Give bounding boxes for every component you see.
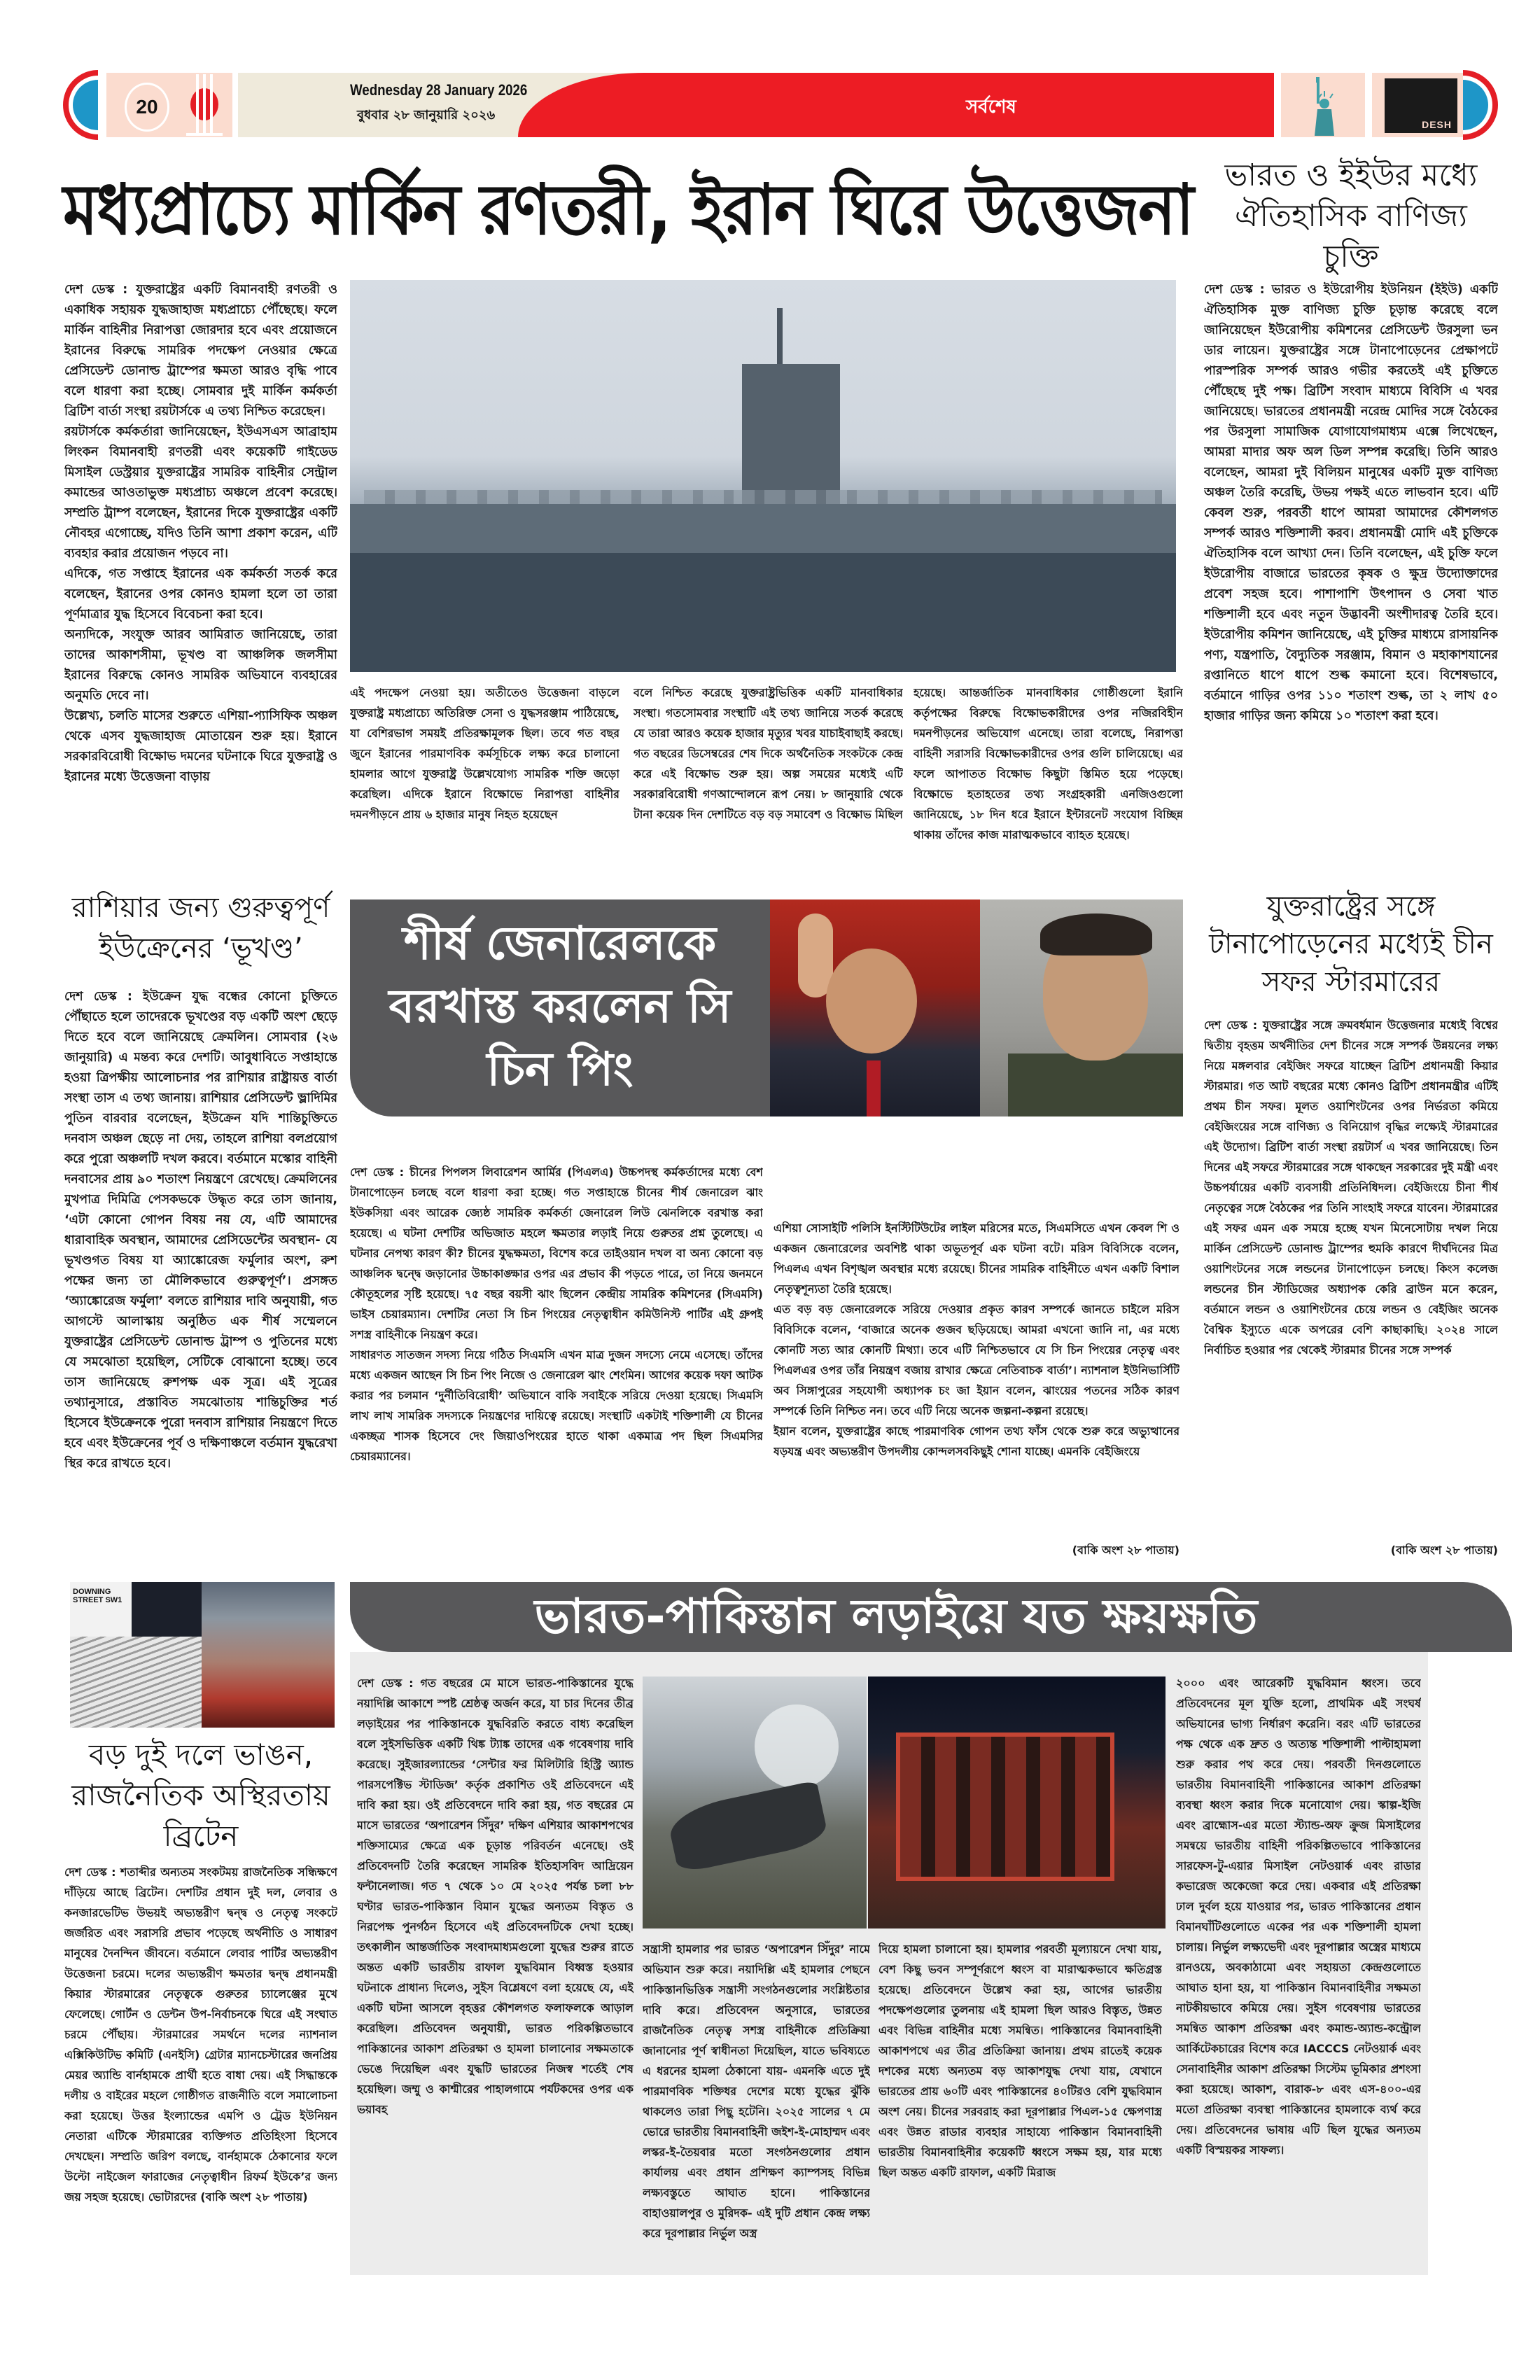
russia-headline: রাশিয়ার জন্য গুরুত্বপূর্ণ ইউক্রেনের ‘ভূখণ্ড’ <box>71 892 330 965</box>
war-column-4: ২০০০ এবং আরেকটি যুদ্ধবিমান ধ্বংস। তবে প্রতিবেদনের মূল যুক্তি হলো, প্রাথমিক এই সংঘর্ষ অভিযানের ভাগ্য নির্ধারণ করেনি। বরং এটি ভারতের পক্ষ থেকে এক দ্রুত ও অত্যন্ত শক্তিশালী পাল্টাহামলা শুরু করার পথ করে দেয়। পরবর্তী দিনগুলোতে ভারতীয় বিমানবাহিনী পাকিস্তানের আকাশ প্রতিরক্ষা ব্যবস্থা ধ্বংস করার দিকে মনোযোগ দেয়। স্কাল্প-ইজি এবং ব্রাহ্মোস-এর মতো স্ট্যান্ড-অফ ক্রুজ মিসাইলের সমন্বয়ে ভারতীয় বাহিনী পরিকল্পিতভাবে পাকিস্তানের সারফেস-টু-এয়ার মিসাইল নেটওয়ার্ক এবং রাডার কভারেজ অকেজো করে দেয়। একবার এই প্রতিরক্ষা ঢাল দুর্বল হয়ে যাওয়ার পর, ভারত পাকিস্তানের প্রধান বিমানঘাঁটিগুলোতে একের পর এক শক্তিশালী হামলা চালায়। নির্ভুল লক্ষ্যভেদী এবং দূরপাল্লার অস্ত্রের মাধ্যমে রানওয়ে, অবকাঠামো এবং সহায়তা কেন্দ্রগুলোতে আঘাত হানা হয়, যা পাকিস্তান বিমানবাহিনীর সক্ষমতা নাটকীয়ভাবে কমিয়ে দেয়। সুইস গবেষণায় ভারতের সমন্বিত আকাশ প্রতিরক্ষা এবং কমান্ড-অ্যান্ড-কন্ট্রোল আর্কিটেকচারের বিশেষ করে IACCCS নেটওয়ার্ক এবং সেনাবাহিনীর আকাশ প্রতিরক্ষা সিস্টেম ভূমিকার প্রশংসা করা হয়েছে। আকাশ, বারাক-৮ এবং এস-৪০০-এর মতো প্রতিরক্ষা ব্যবস্থা পাকিস্তানের হামলাকে ব্যর্থ করে দেয়। প্রতিবেদনের ভাষায় এটি ছিল যুদ্ধের অন্যতম একটি বিস্ময়কর সাফল্য। <box>1176 1676 1421 2157</box>
date-english: Wednesday 28 January 2026 <box>350 81 528 99</box>
russia-body: দেশ ডেস্ক : ইউক্রেন যুদ্ধ বন্ধের কোনো চুক্তিতে পৌঁছাতে হলে তাদেরকে ভূখণ্ডের বড় একটি অংশ ছেড়ে দিতে হবে বলে জানিয়েছে ক্রেমলিন। সোমবার (২৬ জানুয়ারি) এ মন্তব্য করে দেশটি। আবুধাবিতে সপ্তাহান্তে হওয়া ত্রিপক্ষীয় আলোচনার পর রাশিয়ার রাষ্ট্রায়ত্ত বার্তা সংস্থা তাস এ তথ্য জানায়। রাশিয়ার প্রেসিডেন্ট ভ্লাদিমির পুতিন বারবার বলেছেন, ইউক্রেন যদি শান্তিচুক্তিতে দনবাস অঞ্চল ছেড়ে না দেয়, তাহলে রাশিয়া বলপ্রয়োগ করে পুরো অঞ্চলটি দখল করবে। বর্তমানে মস্কোর বাহিনী দনবাসের প্রায় ৯০ শতাংশ নিয়ন্ত্রণে রেখেছে। ক্রেমলিনের মুখপাত্র দিমিত্রি পেসকভকে উদ্ধৃত করে তাস জানায়, ‘এটা কোনো গোপন বিষয় নয় যে, এটি আমাদের ধারাবাহিক অবস্থান, আমাদের প্রেসিডেন্টের অবস্থান- যে ভূখণ্ডগত বিষয় যা অ্যাঙ্কোরেজ ফর্মুলার অংশ, রুশ পক্ষের জন্য তা মৌলিকভাবে গুরুত্বপূর্ণ’। প্রসঙ্গত ‘অ্যাঙ্কোরেজ ফর্মুলা’ বলতে রাশিয়ার দাবি অনুযায়ী, গত আগস্টে আলাস্কায় অনুষ্ঠিত এক শীর্ষ সম্মেলনে যুক্তরাষ্ট্রের প্রেসিডেন্ট ডোনাল্ড ট্রাম্প ও পুতিনের মধ্যে যে সমঝোতা হয়েছিল, সেটিকে বোঝানো হচ্ছে। তবে তাস জানিয়েছে রুশপক্ষ এক সূত্র। এই সূত্রের তথ্যানুসারে, প্রস্তাবিত সমঝোতায় শান্তিচুক্তির শর্ত হিসেবে ইউক্রেনকে পুরো দনবাস রাশিয়ার নিয়ন্ত্রণে দিতে হবে এবং ইউক্রেনের পূর্ব ও দক্ষিণাঞ্চলে বর্তমান যুদ্ধরেখা স্থির করে রাখতে হবে। <box>64 990 337 1471</box>
desh-logo <box>1385 78 1457 133</box>
china-paragraph: সাধারণত সাতজন সদস্য নিয়ে গঠিত সিএমসি এখন মাত্র দুজন সদস্যে নেমে এসেছে। তাঁদের মধ্যে একজন আছেন সি চিন পিং নিজে ও জেনারেল ঝাং শেংমিন। আগের কয়েক দফা আটক করার পর চলমান ‘দুর্নীতিবিরোধী’ অভিযানে বাকি সবাইকে সরিয়ে দেওয়া হয়েছে। সিএমসি লাখ লাখ সামরিক সদস্যকে নিয়ন্ত্রণের দায়িত্বে রয়েছে। সংস্থাটি একটাই শক্তিশালী যে চীনের একচ্ছত্র শাসক হিসেবে দেং জিয়াওপিংয়ের হাতে থাকা একমাত্র পদ ছিল সিএমসির চেয়ারম্যানের। <box>350 1348 763 1463</box>
section-banner <box>518 73 1274 137</box>
china-headline-box <box>350 899 770 1116</box>
china-paragraph: ইয়ান বলেন, যুক্তরাষ্ট্রের কাছে পারমাণবিক গোপন তথ্য ফাঁস থেকে শুরু করে অভ্যুত্থানের ষড়যন্ত্র এবং অভ্যন্তরীণ উপদলীয় কোন্দলসবকিছুই শোনা যাচ্ছে। এমনকি বেইজিংয়ে <box>774 1424 1180 1458</box>
continued-note: (বাকি অংশ ২৮ পাতায়) <box>200 2190 308 2204</box>
shaheed-minar-icon <box>190 74 218 136</box>
china-paragraph: এত বড় বড় জেনারেলকে সরিয়ে দেওয়ার প্রকৃত কারণ সম্পর্কে জানতে চাইলে মরিস বিবিসিকে বলেন, ‘বাজারে অনেক গুজব ছড়িয়েছে। আমরা এখনো জানি না, এর মধ্যে কোনটি সত্য আর কোনটি মিথ্যা। তবে এটি নিশ্চিতভাবে যে সি চিন পিংয়ের নেতৃত্ব এবং পিএলএর ওপর তাঁর নিয়ন্ত্রণ বজায় রাখার ক্ষেত্রে নেতিবাচক বার্তা’। ন্যাশনাল ইউনিভার্সিটি অব সিঙ্গাপুরের সহযোগী অধ্যাপক চং জা ইয়ান বলেন, ঝাংয়ের পতনের সঠিক কারণ সম্পর্কে তিনি নিশ্চিত নন। তবে এটি নিয়ে অনেক জল্পনা-কল্পনা রয়েছে। <box>774 1303 1180 1418</box>
page-number: 20 <box>125 83 169 132</box>
crashed-jet-photo <box>643 1676 867 1928</box>
britain-paragraph: দেশ ডেস্ক : শতাব্দীর অন্যতম সংকটময় রাজনৈতিক সন্ধিক্ষণে দাঁড়িয়ে আছে ব্রিটেন। দেশটির প্রধান দুই দল, লেবার ও কনজারভেটিভ উভয়ই অভ্যন্তরীণ দ্বন্দ্ব ও নেতৃত্ব সংকটে জর্জরিত এবং সরাসরি প্রভাব পড়েছে অর্থনীতি ও সাধারণ মানুষের দৈনন্দিন জীবনে। বর্তমানে লেবার পার্টির অভ্যন্তরীণ উত্তেজনা চরমে। দলের অভ্যন্তরীণ ক্ষমতার দ্বন্দ্ব প্রধানমন্ত্রী কিয়ার স্টারমারের নেতৃত্বকে গুরুতর চ্যালেঞ্জের মুখে ফেলেছে। গোর্টন ও ডেন্টন উপ-নির্বাচনকে ঘিরে এই সংঘাত চরমে পৌঁছায়। স্টারমারের সমর্থনে দলের ন্যাশনাল এক্সিকিউটিভ কমিটি (এনইসি) গ্রেটার ম্যানচেস্টারের জনপ্রিয় মেয়র অ্যান্ডি বার্নহামকে প্রার্থী হতে বাধা দেয়। এই সিদ্ধান্তকে দলীয় ও বাইরের মহলে গোষ্ঠীগত রাজনীতি বলে সমালোচনা করা হয়েছে। উত্তর ইংল্যান্ডের এমপি ও ট্রেড ইউনিয়ন নেতারা এটিকে স্টারমারের ব্যক্তিগত প্রতিহিংসা হিসেবে দেখছেন। সম্প্রতি জরিপ বলছে, বার্নহামকে ঠেকানোর ফলে উল্টো নাইজেল ফারাজের নেতৃত্বাধীন রিফর্ম ইউকে’র জন্য জয় সহজ হয়েছে। ভোটারদের <box>64 1865 337 2204</box>
war-headline: ভারত-পাকিস্তান লড়াইয়ে যত ক্ষয়ক্ষতি <box>534 1589 1258 1644</box>
india-eu-headline: ভারত ও ইইউর মধ্যে ঐতিহাসিক বাণিজ্য চুক্তি <box>1224 158 1478 274</box>
china-column-1 <box>350 1162 763 1561</box>
china-paragraph: দেশ ডেস্ক : চীনের পিপলস লিবারেশন আর্মির (পিএলএ) উচ্চপদস্থ কর্মকর্তাদের মধ্যে বেশ টানাপোড়েন চলছে বলে ধারণা করা হচ্ছে। গত সপ্তাহান্তে চীনের শীর্ষ জেনারেল ঝাং ইউকসিয়া এবং আরেক জ্যেষ্ঠ সামরিক কর্মকর্তা জেনারেল লিউ ঝেনলিকে বরখাস্ত করা হয়েছে। এ ঘটনা দেশটির অভিজাত মহলে ক্ষমতার লড়াই নিয়ে গুরুতর প্রশ্ন তুলেছে। এ ঘটনার নেপথ্য কারণ কী? চীনের যুদ্ধক্ষমতা, বিশেষ করে তাইওয়ান দখল বা অন্য কোনো বড় আঞ্চলিক দ্বন্দ্বে জড়ানোর উচ্চাকাঙ্ক্ষার ওপর এর প্রভাব কী পড়তে পারে, তা নিয়ে জনমনে কৌতূহলের সৃষ্টি হয়েছে। ৭৫ বছর বয়সী ঝাং ছিলেন কেন্দ্রীয় সামরিক কমিশনের (সিএমসি) ভাইস চেয়ারম্যান। দেশটির নেতা সি চিন পিংয়ের নেতৃত্বাধীন কমিউনিস্ট পার্টির এই গ্রুপই সশস্ত্র বাহিনীকে নিয়ন্ত্রণ করে। <box>350 1166 763 1341</box>
masthead-right-cap <box>1456 70 1498 140</box>
china-headline: শীর্ষ জেনারেলকে বরখাস্ত করলেন সি চিন পিং <box>388 916 732 1096</box>
lead-column-2: এই পদক্ষেপ নেওয়া হয়। অতীতেও উত্তেজনা বাড়লে যুক্তরাষ্ট্র মধ্যপ্রাচ্যে অতিরিক্ত সেনা ও যুদ্ধসরঞ্জাম পাঠিয়েছে, যা বেশিরভাগ সময়ই প্রতিরক্ষামূলক ছিল। তবে গত বছর জুনে ইরানের পারমাণবিক কর্মসূচিকে লক্ষ্য করে চালানো হামলার আগে যুক্তরাষ্ট্র উল্লেখযোগ্য সামরিক শক্তি জড়ো করেছিল। এদিকে ইরানে বিক্ষোভে নিরাপত্তা বাহিনীর দমনপীড়নে প্রায় ৬ হাজার মানুষ নিহত হয়েছেন <box>350 686 620 821</box>
war-headline-box <box>350 1582 1512 1652</box>
britain-headline: বড় দুই দলে ভাঙন, রাজনৈতিক অস্থিরতায় ব্রিটেন <box>71 1737 330 1853</box>
lead-paragraph: অন্যদিকে, সংযুক্ত আরব আমিরাত জানিয়েছে, তারা তাদের আকাশসীমা, ভূখণ্ড বা আঞ্চলিক জলসীমা ইরানের বিরুদ্ধে কোনও সামরিক অভিযানে ব্যবহারের অনুমতি দেবে না। <box>64 628 337 703</box>
xi-jinping-photo <box>770 899 980 1116</box>
china-continued <box>966 1540 1180 1561</box>
masthead <box>63 70 1498 140</box>
britain-collage-photo <box>70 1582 335 1728</box>
india-eu-body: দেশ ডেস্ক : ভারত ও ইউরোপীয় ইউনিয়ন (ইইউ) একটি ঐতিহাসিক মুক্ত বাণিজ্য চুক্তি চূড়ান্ত করেছে বলে জানিয়েছেন ইউরোপীয় কমিশনের প্রেসিডেন্ট উরসুলা ভন ডার লায়েন। যুক্তরাষ্ট্রের সঙ্গে টানাপোড়েনের প্রেক্ষাপটে পারস্পরিক সম্পর্ক আরও গভীর করতেই এই চুক্তিতে পৌঁছেছে দুই পক্ষ। ব্রিটিশ সংবাদ মাধ্যমে বিবিসি এ খবর জানিয়েছে। ভারতের প্রধানমন্ত্রী নরেন্দ্র মোদির সঙ্গে বৈঠকের পর উরসুলা সামাজিক যোগাযোগমাধ্যম এক্সে লিখেছেন, আমরা মাদার অফ অল ডিল সম্পন্ন করেছি। তিনি আরও বলেছেন, আমরা দুই বিলিয়ন মানুষের একটি মুক্ত বাণিজ্য অঞ্চল তৈরি করেছি, উভয় পক্ষই এতে লাভবান হবে। এটি কেবল শুরু, পরবর্তী ধাপে আমরা আমাদের কৌশলগত সম্পর্ক আরও শক্তিশালী করব। প্রধানমন্ত্রী মোদি এই চুক্তিকে ঐতিহাসিক বলে আখ্যা দেন। তিনি বলেছেন, এই চুক্তি ফলে ইউরোপীয় বাজারে ভারতের কৃষক ও ক্ষুদ্র উদ্যোক্তাদের প্রবেশ সহজ হবে। পাশাপাশি উৎপাদন ও সেবা খাত শক্তিশালী হবে এবং নতুন উদ্ভাবনী অংশীদারত্ব তৈরি হবে। ইউরোপীয় কমিশন জানিয়েছে, এই চুক্তির মাধ্যমে রাসায়নিক পণ্য, যন্ত্রপাতি, বৈদ্যুতিক সরঞ্জাম, বিমান ও মহাকাশযানের রপ্তানিতে ধাপে ধাপে শুল্ক কমানো হবে। বিশেষভাবে, বর্তমানে গাড়ির ওপর ১১০ শতাংশ শুল্ক, তা ২ লাখ ৫০ হাজার গাড়ির জন্য কমিয়ে ১০ শতাংশ করা হবে। <box>1204 283 1498 723</box>
statue-of-liberty-icon <box>1312 77 1336 136</box>
china-paragraph: এশিয়া সোসাইটি পলিসি ইনস্টিটিউটের লাইল মরিসের মতে, সিএমসিতে এখন কেবল শি ও একজন জেনারেলের অবশিষ্ট থাকা অভূতপূর্ব এক ঘটনা বটে। মরিস বিবিসিকে বলেন, পিএলএ এখন বিশৃঙ্খল অবস্থার মধ্যে রয়েছে। চীনের সামরিক বাহিনীতে এখন একটি বিশাল নেতৃত্বশূন্যতা তৈরি হয়েছে। <box>774 1222 1180 1296</box>
page-number-box <box>106 73 232 137</box>
lead-paragraph: এদিকে, গত সপ্তাহে ইরানের এক কর্মকর্তা সতর্ক করে বলেছেন, ইরানের ওপর কোনও হামলা হলে তা তারা পূর্ণমাত্রার যুদ্ধ হিসেবে বিবেচনা করা হবে। <box>64 567 337 622</box>
date-bengali: বুধবার ২৮ জানুয়ারি ২০২৬ <box>357 108 496 122</box>
starmer-continued <box>1288 1540 1498 1561</box>
date-banner <box>238 73 1274 137</box>
aircraft-carrier-photo <box>350 280 1176 672</box>
lead-headline: মধ্যপ্রাচ্যে মার্কিন রণতরী, ইরান ঘিরে উত্তেজনা <box>63 169 1194 251</box>
logo-box <box>1372 73 1470 137</box>
starmer-body: দেশ ডেস্ক : যুক্তরাষ্ট্রের সঙ্গে ক্রমবর্ধমান উত্তেজনার মধ্যেই বিশ্বের দ্বিতীয় বৃহত্তম অর্থনীতির দেশ চীনের সঙ্গে সম্পর্ক উন্নয়নের লক্ষ্য নিয়ে মঙ্গলবার বেইজিং সফরে যাচ্ছেন ব্রিটিশ প্রধানমন্ত্রী কিয়ার স্টারমার। গত আট বছরের মধ্যে কোনও ব্রিটিশ প্রধানমন্ত্রীর এটিই প্রথম চীন সফর। মূলত ওয়াশিংটনের ওপর নির্ভরতা কমিয়ে বেইজিংয়ের সঙ্গে বাণিজ্য ও বিনিয়োগ বৃদ্ধির লক্ষ্যেই স্টারমারের এই উদ্যোগ। ব্রিটিশ বার্তা সংস্থা রয়টার্স এ খবর জানিয়েছে। তিন দিনের এই সফরে স্টারমারের সঙ্গে থাকছেন সরকারের দুই মন্ত্রী এবং উচ্চপর্যায়ের একটি ব্যবসায়ী প্রতিনিধিদল। বেইজিংয়ে চীনা শীর্ষ নেতৃত্বের সঙ্গে বৈঠকের পর তিনি সাংহাই সফরে যাবেন। স্টারমারের এই সফর এমন এক সময়ে হচ্ছে যখন মিনেসোটায় দখল নিয়ে মার্কিন প্রেসিডেন্ট ডোনাল্ড ট্রাম্পের হুমকি কারণে দীর্ঘদিনের মিত্র ওয়াশিংটনের সঙ্গে লন্ডনের টানাপোড়েন চলছে। কিংস কলেজ লন্ডনের চীন স্টাডিজের অধ্যাপক কেরি ব্রাউন মনে করেন, বর্তমানে লন্ডন ও ওয়াশিংটনের চেয়ে লন্ডন ও বেইজিং অনেক বৈশ্বিক ইস্যুতে একে অপরের বেশি কাছাকাছি। ২০২৪ সালে নির্বাচিত হওয়ার পর থেকেই স্টারমার চীনের সঙ্গে সম্পর্ক <box>1204 1018 1498 1357</box>
lead-column-3: বলে নিশ্চিত করেছে যুক্তরাষ্ট্রভিত্তিক একটি মানবাধিকার সংস্থা। গতসোমবার সংস্থাটি এই তথ্য জানিয়ে সতর্ক করেছে যে তারা আরও কয়েক হাজার মৃত্যুর খবর যাচাইবাছাই করছে। গত বছরের ডিসেম্বরের শেষ দিকে অর্থনৈতিক সংকটকে কেন্দ্র করে এই বিক্ষোভ শুরু হয়। অল্প সময়ের মধ্যেই এটি সরকারবিরোধী গণআন্দোলনে রূপ নেয়। ৮ জানুয়ারি থেকে টানা কয়েক দিন দেশটিতে বড় বড় সমাবেশ ও বিক্ষোভ মিছিল <box>634 686 903 821</box>
starmer-headline: যুক্তরাষ্ট্রের সঙ্গে টানাপোড়েনের মধ্যেই চীন সফর স্টারমারের <box>1209 890 1493 998</box>
lead-paragraph: রয়টার্সকে কর্মকর্তারা জানিয়েছেন, ইউএসএস আব্রাহাম লিংকন বিমানবাহী রণতরী এবং কয়েকটি গাইডেড মিসাইল ডেস্ট্রয়ার যুক্তরাষ্ট্রের সামরিক বাহিনীর সেন্ট্রাল কমান্ডের আওতাভুক্ত মধ্যপ্রাচ্য অঞ্চলে প্রবেশ করেছে। সম্প্রতি ট্রাম্প বলেছেন, ইরানের দিকে যুক্তরাষ্ট্রের একটি নৌবহর এগোচ্ছে, যদিও তিনি আশা প্রকাশ করেন, এটি ব্যবহার করার প্রয়োজন পড়বে না। <box>64 425 337 561</box>
general-photo <box>980 899 1183 1116</box>
continued-note: (বাকি অংশ ২৮ পাতায়) <box>1390 1544 1498 1557</box>
china-column-2 <box>774 1218 1180 1540</box>
destroyed-building-photo <box>868 1676 1166 1928</box>
downing-street-sign: DOWNING STREET SW1 <box>70 1582 132 1637</box>
continued-note: (বাকি অংশ ২৮ পাতায়) <box>1072 1544 1180 1557</box>
war-column-3: দিয়ে হামলা চালানো হয়। হামলার পরবর্তী মূল্যায়নে দেখা যায়, বেশ কিছু ভবন সম্পূর্ণরূপে ধ্বংস বা মারাত্মকভাবে ক্ষতিগ্রস্ত হয়েছে। প্রতিবেদনে উল্লেখ করা হয়, আগের ভারতীয় পদক্ষেপগুলোর তুলনায় এই হামলা ছিল আরও বিস্তৃত, উন্নত এবং বিভিন্ন বাহিনীর মধ্যে সমন্বিত। পাকিস্তানের বিমানবাহিনী আকাশপথে এর তীব্র প্রতিক্রিয়া জানায়। প্রথম রাতেই কয়েক দশকের মধ্যে অন্যতম বড় আকাশযুদ্ধ দেখা যায়, যেখানে ভারতের প্রায় ৬০টি এবং পাকিস্তানের ৪০টিরও বেশি যুদ্ধবিমান অংশ নেয়। চীনের সরবরাহ করা দূরপাল্লার পিএল-১৫ ক্ষেপণাস্ত্র এবং উন্নত রাডার ব্যবহার সাহায্যে পাকিস্তান বিমানবাহিনী ভারতীয় বিমানবাহিনীর কয়েকটি ধ্বংসে সক্ষম হয়, যার মধ্যে ছিল অন্তত একটি রাফাল, একটি মিরাজ <box>878 1942 1162 2179</box>
lead-paragraph: উল্লেখ্য, চলতি মাসের শুরুতে এশিয়া-প্যাসিফিক অঞ্চল থেকে এসব যুদ্ধজাহাজ মোতায়েন শুরু হয়। ইরানে সরকারবিরোধী বিক্ষোভ দমনের ঘটনাকে ঘিরে যুক্তরাষ্ট্র ও ইরানের মধ্যে উত্তেজনা বাড়ায় <box>64 709 337 784</box>
logo-subtext: DESH <box>1422 119 1452 130</box>
lead-column-1 <box>64 280 337 882</box>
war-column-2: সন্ত্রাসী হামলার পর ভারত ‘অপারেশন সিঁদুর’ নামে অভিযান শুরু করে। নয়াদিল্লি এই হামলার পেছনে পাকিস্তানভিত্তিক সন্ত্রাসী সংগঠনগুলোর সংশ্লিষ্টতার দাবি করে। প্রতিবেদন অনুসারে, ভারতের রাজনৈতিক নেতৃত্ব সশস্ত্র বাহিনীকে প্রতিক্রিয়া জানানোর পূর্ণ স্বাধীনতা দিয়েছিল, যাতে ভবিষ্যতে এ ধরনের হামলা ঠেকানো যায়- এমনকি এতে দুই পারমাণবিক শক্তিধর দেশের মধ্যে যুদ্ধের ঝুঁকি থাকলেও তারা পিছু হটেনি। ২০২৫ সালের ৭ মে ভোরে ভারতীয় বিমানবাহিনী জইশ-ই-মোহাম্মদ এবং লস্কর-ই-তৈয়বার মতো সংগঠনগুলোর প্রধান কার্যালয় এবং প্রধান প্রশিক্ষণ ক্যাম্পসহ বিভিন্ন লক্ষ্যবস্তুতে আঘাত হানে। পাকিস্তানের বাহাওয়ালপুর ও মুরিদক- এই দুটি প্রধান কেন্দ্র লক্ষ্য করে দূরপাল্লার নির্ভুল অস্ত্র <box>643 1942 870 2240</box>
lead-paragraph: দেশ ডেস্ক : যুক্তরাষ্ট্রের একটি বিমানবাহী রণতরী ও একাধিক সহায়ক যুদ্ধজাহাজ মধ্যপ্রাচ্যে পৌঁছেছে। ফলে মার্কিন বাহিনীর নিরাপত্তা জোরদার হবে এবং প্রয়োজনে ইরানের বিরুদ্ধে সামরিক পদক্ষেপ নেওয়ার ক্ষেত্রে প্রেসিডেন্ট ডোনাল্ড ট্রাম্পের ক্ষমতা আরও বৃদ্ধি পাবে বলে ধারণা করা হচ্ছে। সোমবার দুই মার্কিন কর্মকর্তা ব্রিটিশ বার্তা সংস্থা রয়টার্সকে এ তথ্য নিশ্চিত করেছেন। <box>64 283 337 419</box>
statue-of-liberty-box <box>1281 73 1365 137</box>
war-column-1: দেশ ডেস্ক : গত বছরের মে মাসে ভারত-পাকিস্তানের যুদ্ধে নয়াদিল্লি আকাশে স্পষ্ট শ্রেষ্ঠত্ব অর্জন করে, যা চার দিনের তীব্র লড়াইয়ের পর পাকিস্তানকে যুদ্ধবিরতি করতে বাধ্য করেছিল বলে সুইসভিত্তিক একটি থিঙ্ক ট্যাঙ্ক তাদের এক গবেষণায় দাবি করেছে। সুইজারল্যান্ডের ‘সেন্টার ফর মিলিটারি হিস্ট্রি অ্যান্ড পারসপেক্টিভ স্টাডিজ’ কর্তৃক প্রকাশিত ওই প্রতিবেদনে এই দাবি করা হয়। ওই প্রতিবেদনে দাবি করা হয়, গত বছরের মে মাসে ভারতের ‘অপারেশন সিঁদুর’ দক্ষিণ এশিয়ার আকাশপথের শক্তিসাম্যের ক্ষেত্রে এক চূড়ান্ত পরিবর্তন এনেছে। ওই প্রতিবেদনটি তৈরি করেছেন সামরিক ইতিহাসবিদ আদ্রিয়েন ফন্টানেলাজ। গত ৭ থেকে ১০ মে ২০২৫ পর্যন্ত চলা ৮৮ ঘণ্টার ভারত-পাকিস্তান বিমান যুদ্ধের অন্যতম বিস্তৃত ও নিরপেক্ষ পুনর্গঠন হিসেবে এই প্রতিবেদনটিকে দেখা হচ্ছে। তৎকালীন আন্তর্জাতিক সংবাদমাধ্যমগুলো যুদ্ধের শুরুর রাতে অন্তত একটি ভারতীয় রাফাল যুদ্ধবিমান বিধ্বস্ত হওয়ার ঘটনাকে প্রাধান্য দিলেও, সুইস বিশ্লেষণে বলা হয়েছে যে, এই একটি ঘটনা আসলে বৃহত্তর কৌশলগত ফলাফলকে আড়াল করেছিল। প্রতিবেদন অনুযায়ী, ভারত পরিকল্পিতভাবে পাকিস্তানের আকাশ প্রতিরক্ষা ও হামলা চালানোর সক্ষমতাকে ভেঙে দিয়েছিল এবং যুদ্ধটি ভারতের নিজস্ব শর্তেই শেষ হয়েছিল। জম্মু ও কাশ্মীরের পাহালগামে পর্যটকদের ওপর এক ভয়াবহ <box>357 1676 634 2116</box>
lead-column-4: হয়েছে। আন্তর্জাতিক মানবাধিকার গোষ্ঠীগুলো ইরানি কর্তৃপক্ষের বিরুদ্ধে বিক্ষোভকারীদের ওপর নজিরবিহীন দমনপীড়নের অভিযোগ এনেছে। তারা বলেছে, নিরাপত্তা বাহিনী সরাসরি বিক্ষোভকারীদের ওপর গুলি চালিয়েছে। এর ফলে আপাতত বিক্ষোভ কিছুটা স্তিমিত হয়ে পড়েছে। বিক্ষোভে হতাহতের তথ্য সংগ্রহকারী এনজিওগুলো জানিয়েছে, ১৮ দিন ধরে ইরানে ইন্টারনেট সংযোগ বিচ্ছিন্ন থাকায় তাঁদের কাজ মারাত্মকভাবে ব্যাহত হয়েছে। <box>913 686 1183 841</box>
britain-body <box>64 1862 337 2310</box>
section-label: সর্বশেষ <box>966 97 1016 118</box>
masthead-left-cap <box>63 70 105 140</box>
